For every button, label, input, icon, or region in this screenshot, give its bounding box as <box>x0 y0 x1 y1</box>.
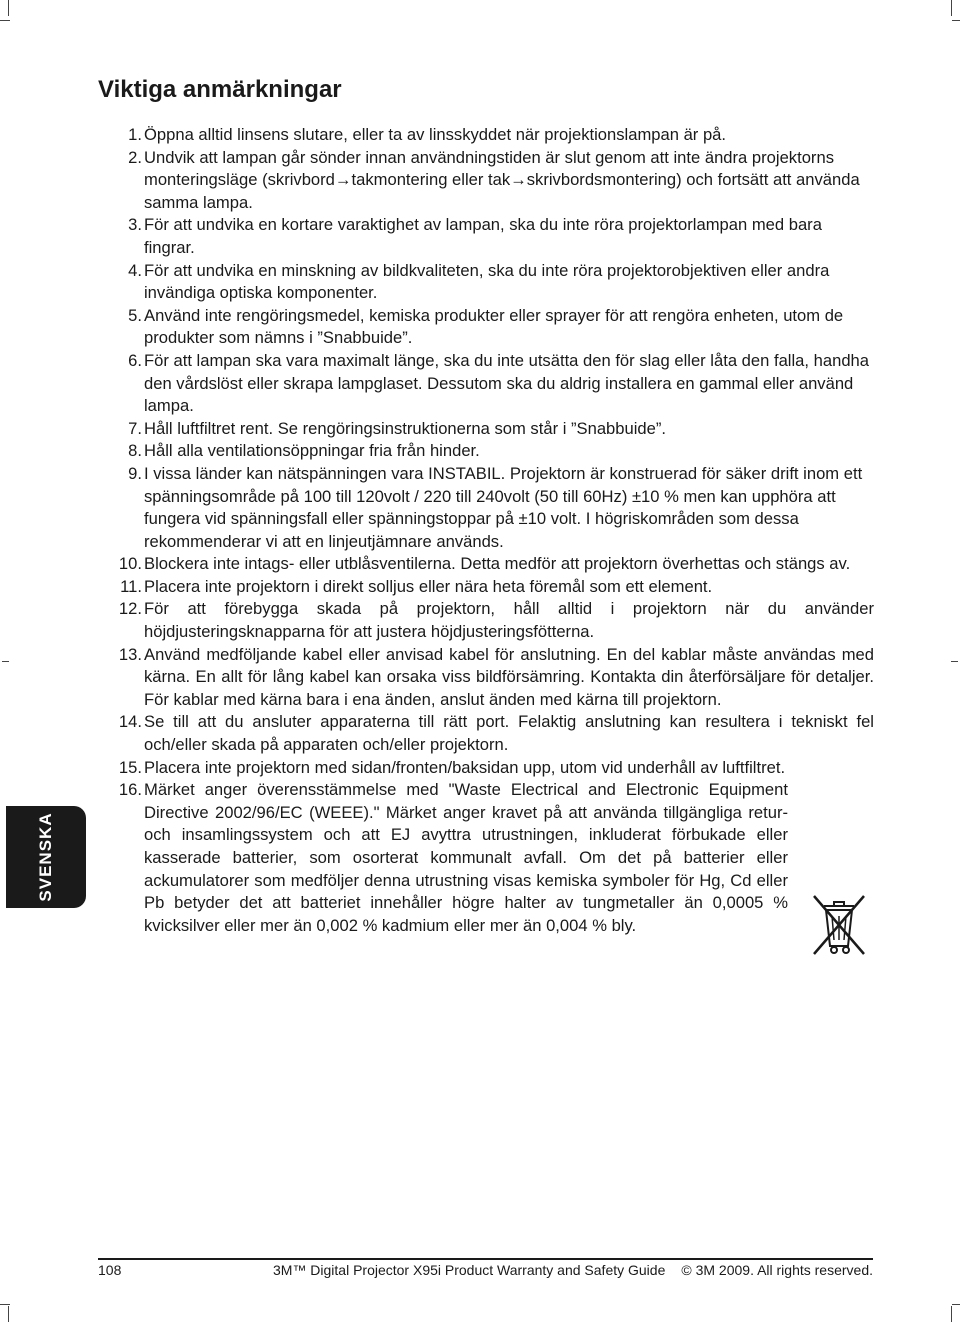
item-text: Märket anger överensstämmelse med "Waste Electrical and Electronic Equipment Directive 2002/96/EC (WEEE)." Märket anger kravet på att använda tillgängliga retur- och insamlingssystem och att EJ avyttra utrustningen, inkluderat förbukade eller kasserade batterier, som osorterat kommunalt avfall. Om det på batterier eller ackumulatorer som medföljer denna utrustning visas kemiska symboler för Hg, Cd eller Pb betyder det att batteriet innehåller högre halter av tungmetaller än 0,0005 % kvicksilver eller mer än 0,002 % kadmium eller mer än 0,004 % bly. <box>144 780 788 935</box>
list-item <box>106 440 874 463</box>
crop-mark <box>0 20 10 21</box>
list-item <box>106 644 874 712</box>
list-item <box>106 779 874 937</box>
item-number: 6. <box>128 350 142 370</box>
item-number: 14. <box>118 712 142 732</box>
guide-title: 3M™ Digital Projector X95i Product Warranty and Safety Guide <box>272 1262 666 1278</box>
item-text: För att undvika en kortare varaktighet av lampan, ska du inte röra projektorlampan med bara fingrar. <box>144 215 822 257</box>
list-item <box>106 598 874 643</box>
list-item <box>106 553 874 576</box>
crop-mark <box>2 661 9 662</box>
crossed-out-wheeled-bin-icon <box>810 890 868 958</box>
crop-mark <box>8 0 9 16</box>
item-text: Öppna alltid linsens slutare, eller ta av linsskyddet när projektionslampan är på. <box>144 125 727 144</box>
item-number: 11. <box>120 576 142 596</box>
list-item <box>106 418 874 441</box>
item-text: I vissa länder kan nätspänningen vara INSTABIL. Projektorn är konstruerad för säker drift inom ett spänningsområde på 100 till 120volt / 220 till 240volt (50 till 60Hz) ±10 % men kan upphöra att fungera vid spänningsfall eller spänningstoppar på ±10 volt. I högriskområden som dessa rekommenderar vi att en linjeutjämnare används. <box>144 463 863 551</box>
copyright-notice: © 3M 2009. All rights reserved. <box>681 1262 873 1278</box>
item-text: För att förebygga skada på projektorn, håll alltid i projektorn när du använder höjdjusteringsknapparna för att justera höjdjusteringsfötterna. <box>144 599 874 642</box>
item-number: 1. <box>128 125 142 144</box>
crop-mark <box>951 1306 952 1322</box>
crop-mark <box>951 0 952 16</box>
item-text: Håll alla ventilationsöppningar fria från hinder. <box>144 441 480 461</box>
item-text: För att lampan ska vara maximalt länge, ska du inte utsätta den för slag eller låta den falla, handha den vårdslöst eller skrapa lampglaset. Dessutom ska du aldrig installera en gammal eller använd lampa. <box>144 350 870 416</box>
item-text: Se till att du ansluter apparaterna till rätt port. Felaktig anslutning kan resultera i tekniskt fel och/eller skada på apparaten och/eller projektorn. <box>144 712 874 755</box>
crop-mark <box>952 20 960 21</box>
crop-mark <box>951 661 958 662</box>
item-text: Placera inte projektorn i direkt solljus eller nära heta föremål som ett element. <box>144 576 713 596</box>
item-number: 3. <box>128 215 142 235</box>
crop-mark <box>952 1304 960 1305</box>
item-number: 12. <box>118 599 142 619</box>
item-text: Blockera inte intags- eller utblåsventilerna. Detta medför att projektorn överhettas och stängs av. <box>144 554 851 574</box>
list-item <box>106 350 874 418</box>
page-footer <box>98 1262 873 1278</box>
crop-mark <box>0 1304 10 1305</box>
list-item <box>106 576 874 599</box>
page-title: Viktiga anmärkningar <box>98 76 342 103</box>
language-tab-label: SVENSKA <box>36 812 55 902</box>
footer-divider <box>98 1258 873 1260</box>
item-number: 15. <box>118 757 142 777</box>
footer-info <box>273 1262 873 1278</box>
crop-mark <box>8 1306 9 1322</box>
language-tab <box>6 806 86 908</box>
list-item <box>106 711 874 756</box>
list-item <box>106 463 874 553</box>
item-number: 4. <box>128 260 142 280</box>
notes-list <box>106 124 874 937</box>
item-number: 16. <box>118 780 142 800</box>
item-text: Placera inte projektorn med sidan/fronten/baksidan upp, utom vid underhåll av luftfiltret. <box>144 757 786 777</box>
list-item <box>106 124 874 147</box>
item-number: 7. <box>128 418 142 438</box>
item-number: 13. <box>118 644 142 664</box>
list-item <box>106 260 874 305</box>
item-text: Använd medföljande kabel eller anvisad kabel för anslutning. En del kablar måste användas med kärna. En allt för lång kabel kan orsaka viss bildförsämring. Kontakta din återförsäljare för detaljer. För kablar med kärna bara i ena änden, anslut änden med kärna till projektorn. <box>144 644 874 709</box>
list-item <box>106 757 874 780</box>
list-item <box>106 214 874 259</box>
page-number: 108 <box>98 1262 122 1278</box>
item-text: Undvik att lampan går sönder innan användningstiden är slut genom att inte ändra projektorns monteringsläge (skrivbord→takmontering eller tak→skrivbordsmontering) och fortsätt att använda samma lampa. <box>144 147 860 212</box>
item-number: 8. <box>128 441 142 461</box>
item-text: Håll luftfiltret rent. Se rengöringsinstruktionerna som står i ”Snabbuide”. <box>144 418 667 438</box>
item-number: 2. <box>128 147 142 167</box>
item-number: 10. <box>118 554 142 574</box>
item-number: 5. <box>128 305 142 325</box>
item-text: För att undvika en minskning av bildkvaliteten, ska du inte röra projektorobjektiven eller andra invändiga optiska komponenter. <box>144 260 830 303</box>
list-item <box>106 147 874 215</box>
list-item <box>106 305 874 350</box>
item-number: 9. <box>128 463 142 483</box>
item-text: Använd inte rengöringsmedel, kemiska produkter eller sprayer för att rengöra enheten, utom de produkter som nämns i ”Snabbuide”. <box>144 305 844 348</box>
